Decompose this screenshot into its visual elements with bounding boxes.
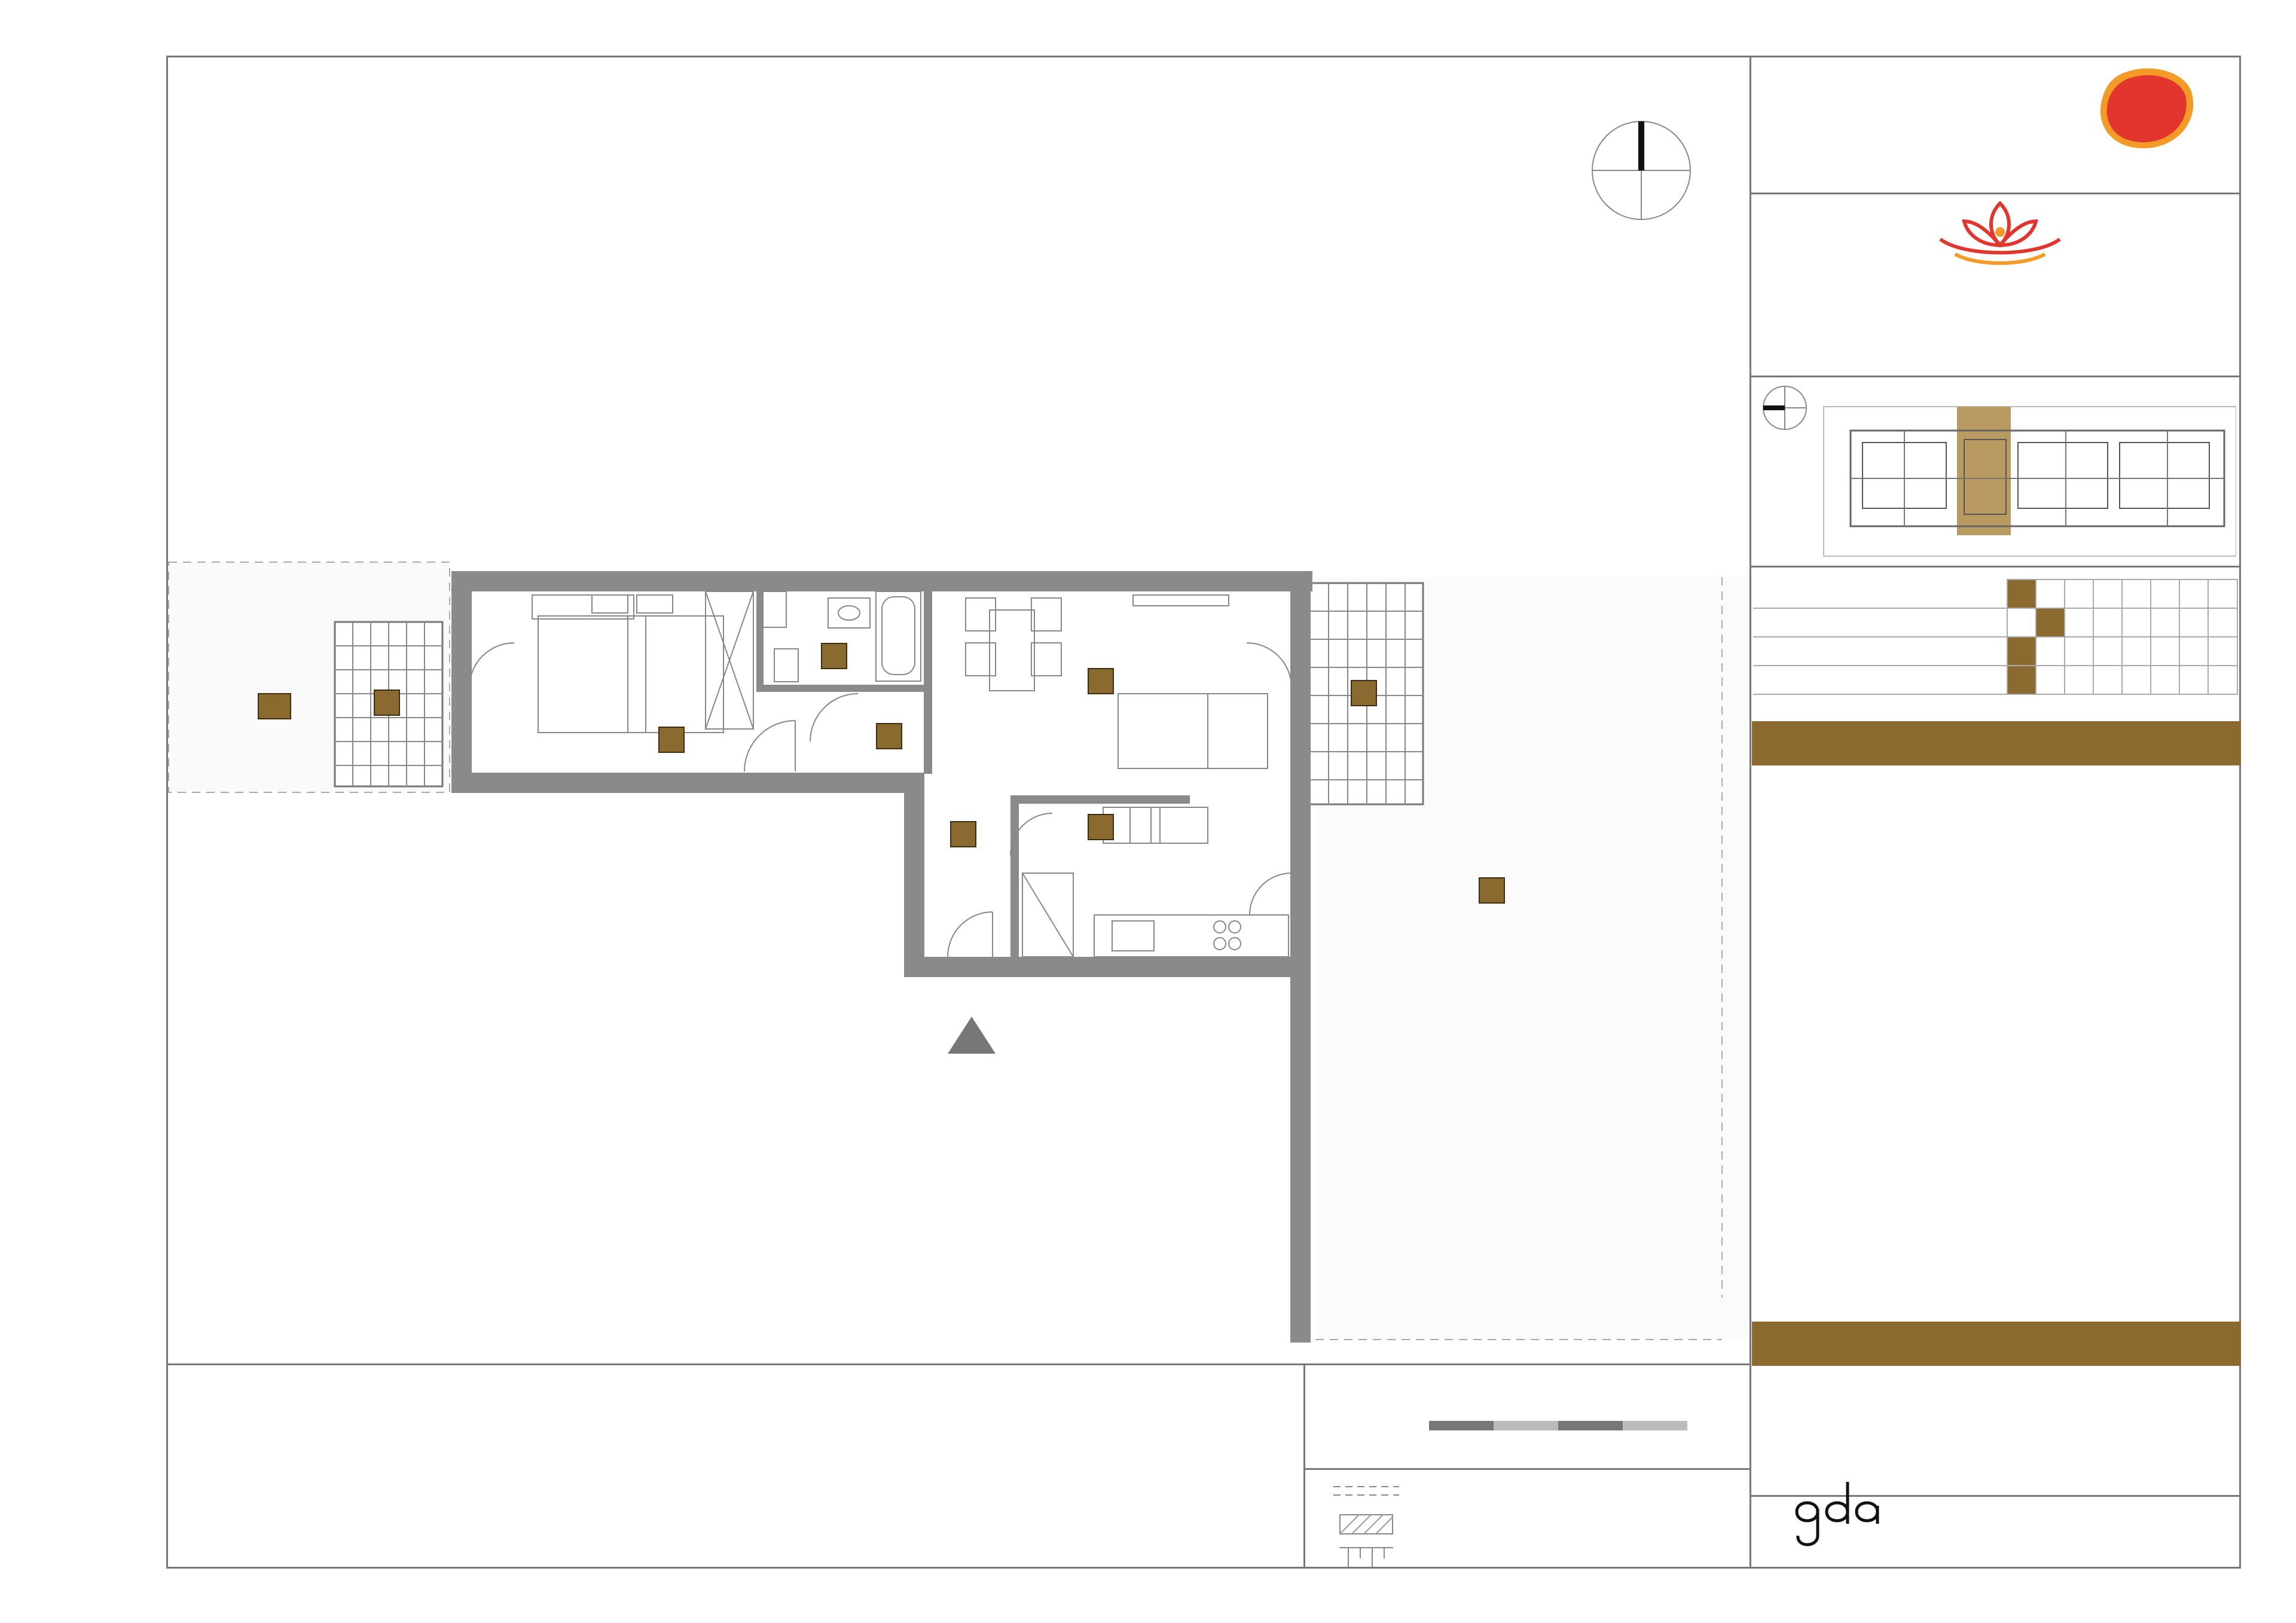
location-cell-empty [2179, 579, 2208, 608]
location-cell-empty [2151, 579, 2179, 608]
location-cell-empty [2179, 666, 2208, 694]
room-tag-7 [1351, 681, 1376, 706]
location-cell [2179, 637, 2208, 666]
location-cell [2065, 637, 2093, 666]
north-arrow-icon [1592, 121, 1690, 219]
location-cell [2007, 608, 2036, 637]
keyplan-divider [1750, 566, 2241, 568]
header-divider [1750, 193, 2241, 194]
footer-divider [166, 1363, 1751, 1365]
location-cell [2151, 608, 2179, 637]
hatched-box-icon [1339, 1514, 1393, 1534]
location-cell [2007, 579, 2036, 608]
room-tag-8 [1479, 878, 1504, 903]
location-cell-empty [2151, 666, 2179, 694]
location-cell-empty [2065, 666, 2093, 694]
location-cell [2122, 608, 2151, 637]
scale-bar [1426, 1402, 1737, 1438]
footer-split [1303, 1363, 1305, 1569]
location-cell [2093, 608, 2122, 637]
floor-plan [166, 56, 1750, 1363]
room-tag-10 [258, 694, 291, 719]
location-cell [2122, 637, 2151, 666]
project-divider [1750, 376, 2241, 377]
room-tag-5 [877, 724, 902, 749]
dom-development-logo [2093, 65, 2200, 154]
location-row-label [1753, 579, 2007, 608]
room-tag-6 [951, 822, 976, 847]
location-cell [2007, 666, 2036, 694]
kitchen-furniture [1022, 807, 1289, 957]
location-cell-empty [2179, 608, 2208, 637]
location-cell [2036, 608, 2065, 637]
room-tag-9 [374, 690, 399, 715]
location-cell-empty [2122, 579, 2151, 608]
location-table [1753, 579, 2237, 695]
location-row [1753, 666, 2237, 694]
key-plan [1755, 383, 2236, 562]
living-furniture [966, 595, 1268, 768]
room-tag-2 [1088, 814, 1113, 840]
room-tag-3 [659, 727, 684, 752]
location-row [1753, 608, 2237, 637]
location-cell-empty [2208, 579, 2237, 608]
location-cell-empty [2208, 666, 2237, 694]
location-cell-empty [2065, 579, 2093, 608]
location-row [1753, 637, 2237, 666]
location-cell-empty [2036, 666, 2065, 694]
location-cell-empty [2093, 666, 2122, 694]
location-cell-empty [2093, 579, 2122, 608]
location-row-label [1753, 666, 2007, 694]
location-cell [2007, 637, 2036, 666]
sidebar-divider [1750, 56, 1751, 1569]
location-cell [2208, 637, 2237, 666]
slope-lines-icon [1339, 1546, 1393, 1567]
location-row-label [1753, 637, 2007, 666]
location-cell-empty [2208, 608, 2237, 637]
garden-10 [169, 562, 450, 792]
location-row [1753, 579, 2237, 608]
location-cell-empty [2122, 666, 2151, 694]
location-cell-empty [2036, 579, 2065, 608]
location-cell [2036, 637, 2065, 666]
entrance-marker-icon [948, 1017, 996, 1054]
location-cell [2151, 637, 2179, 666]
bathroom-fixtures [706, 591, 921, 729]
usable-area-bar [1752, 1322, 2241, 1366]
floor-plan-drawing [166, 56, 1750, 1363]
dashed-line-icon [1333, 1482, 1399, 1500]
room-tag-4 [822, 643, 847, 669]
lotus-logo-icon [1922, 197, 2078, 275]
location-row-label [1753, 608, 2007, 637]
rooms-header [1752, 721, 2241, 765]
bedroom-furniture [532, 595, 723, 733]
room-tag-1 [1088, 669, 1113, 694]
location-cell [2093, 637, 2122, 666]
location-cell [2065, 608, 2093, 637]
legend-divider [1303, 1468, 1751, 1470]
gda-logo [1791, 1476, 1886, 1554]
